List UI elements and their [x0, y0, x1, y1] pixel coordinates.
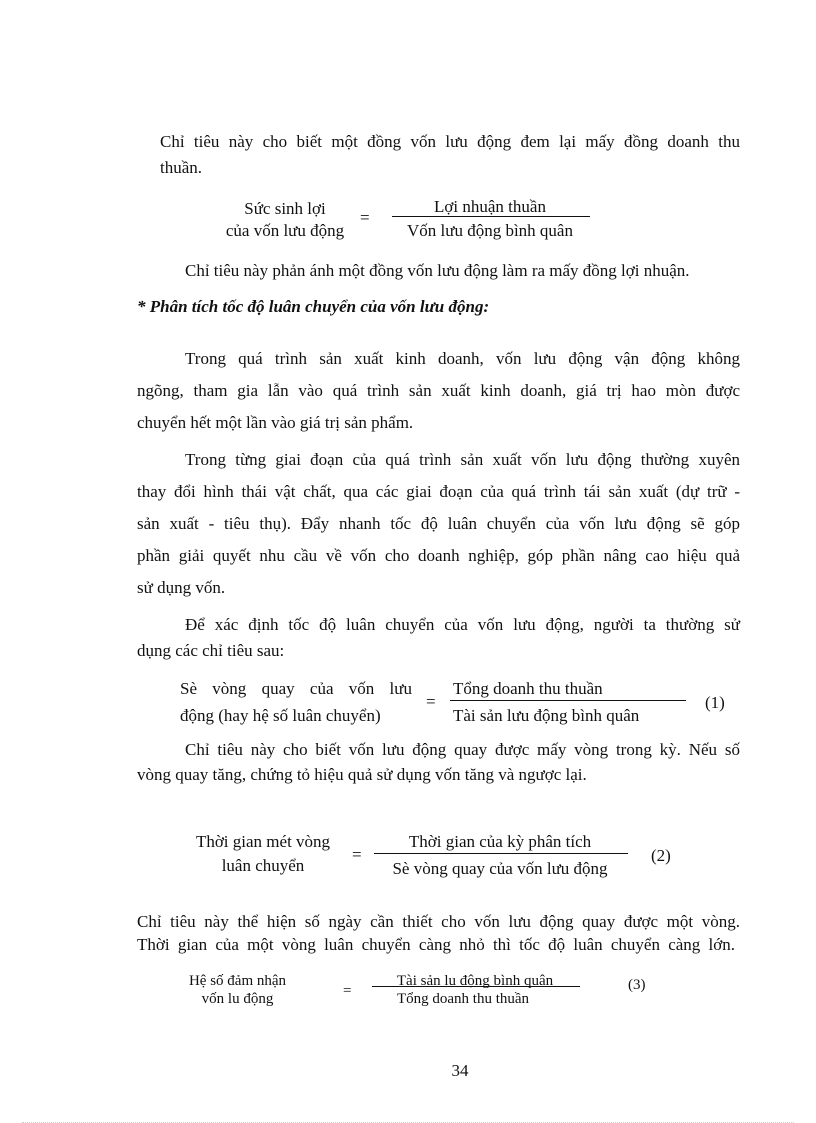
formula-1-note-line-1: Chỉ tiêu này cho biết vốn lưu động quay được mấy vòng trong kỳ. Nếu số [185, 740, 740, 759]
formula-1-numerator: Tổng doanh thu thuần [453, 679, 603, 698]
formula-2-denominator: Sè vòng quay của vốn lưu động [392, 859, 608, 878]
formula-1-equals: = [426, 692, 436, 711]
formula-2-tag: (2) [651, 846, 671, 865]
para-1-line-3: chuyển hết một lần vào giá trị sản phẩm. [137, 413, 414, 432]
formula-a-left-line-2: của vốn lưu động [225, 221, 345, 240]
para-2-line-1: Trong từng giai đoạn của quá trình sản xuất vốn lưu động thường xuyên [185, 450, 740, 469]
intro-line-1: Chỉ tiêu này cho biết một đồng vốn lưu động đem lại mấy đồng doanh thu [160, 132, 740, 151]
para-2-line-2: thay đổi hình thái vật chất, qua các giai đoạn của quá trình tái sản xuất (dự trữ - [137, 482, 740, 501]
formula-a-left-line-1: Sức sinh lợi [244, 199, 326, 218]
formula-3-left-line-1: Hệ số đảm nhận [188, 973, 287, 989]
formula-2-fraction-bar [374, 853, 628, 854]
formula-3-left-line-2: vốn lu động [201, 991, 274, 1007]
section-heading: * Phân tích tốc độ luân chuyển của vốn lưu động: [137, 297, 490, 316]
formula-1-left-line-2: động (hay hệ số luân chuyển) [180, 706, 381, 725]
formula-2-left-line-2: luân chuyển [221, 856, 305, 875]
para-2-line-4: phần giải quyết nhu cầu về vốn cho doanh nghiệp, góp phần nâng cao hiệu quả [137, 546, 740, 565]
intro-line-2: thuần. [160, 158, 203, 177]
para-2-line-3: sản xuất - tiêu thụ). Đẩy nhanh tốc độ luân chuyển của vốn lưu động sẽ góp [137, 514, 740, 533]
formula-1-tag: (1) [705, 693, 725, 712]
page-number: 34 [451, 1061, 469, 1080]
formula-a-note: Chỉ tiêu này phản ánh một đồng vốn lưu động làm ra mấy đồng lợi nhuận. [185, 261, 690, 280]
formula-2-left-line-1: Thời gian mét vòng [195, 832, 331, 851]
formula-1-fraction-bar [450, 700, 686, 701]
para-1-line-1: Trong quá trình sản xuất kinh doanh, vốn lưu động vận động không [185, 349, 740, 368]
formula-1-denominator: Tài sản lưu động bình quân [453, 706, 640, 725]
formula-a-numerator: Lợi nhuận thuần [434, 197, 546, 216]
para-3-line-2: dụng các chỉ tiêu sau: [137, 641, 285, 660]
para-2-line-5: sử dụng vốn. [137, 578, 226, 597]
formula-a-denominator: Vốn lưu động bình quân [407, 221, 573, 240]
formula-2-note-line-2: Thời gian của một vòng luân chuyển càng nhỏ thì tốc độ luân chuyển càng lớn. [137, 935, 735, 954]
formula-3-equals: = [343, 983, 352, 999]
formula-a-equals: = [360, 208, 370, 227]
formula-1-left-line-1: Sè vòng quay của vốn lưu [180, 679, 412, 698]
formula-2-equals: = [352, 845, 362, 864]
para-3-line-1: Để xác định tốc độ luân chuyển của vốn lưu động, người ta thường sử [185, 615, 740, 634]
formula-3-denominator: Tổng doanh thu thuần [396, 991, 530, 1007]
para-1-line-2: ngõng, tham gia lẫn vào quá trình sản xuất kinh doanh, giá trị hao mòn được [137, 381, 740, 400]
formula-3-fraction-bar [372, 986, 580, 987]
formula-3-tag: (3) [628, 977, 646, 993]
formula-1-note-line-2: vòng quay tăng, chứng tỏ hiệu quả sử dụng vốn tăng và ngược lại. [137, 765, 587, 784]
formula-2-numerator: Thời gian của kỳ phân tích [408, 832, 592, 851]
formula-2-note-line-1: Chỉ tiêu này thể hiện số ngày cần thiết cho vốn lưu động quay được một vòng. [137, 912, 740, 931]
formula-3-numerator: Tài sản lu động bình quân [396, 973, 554, 989]
